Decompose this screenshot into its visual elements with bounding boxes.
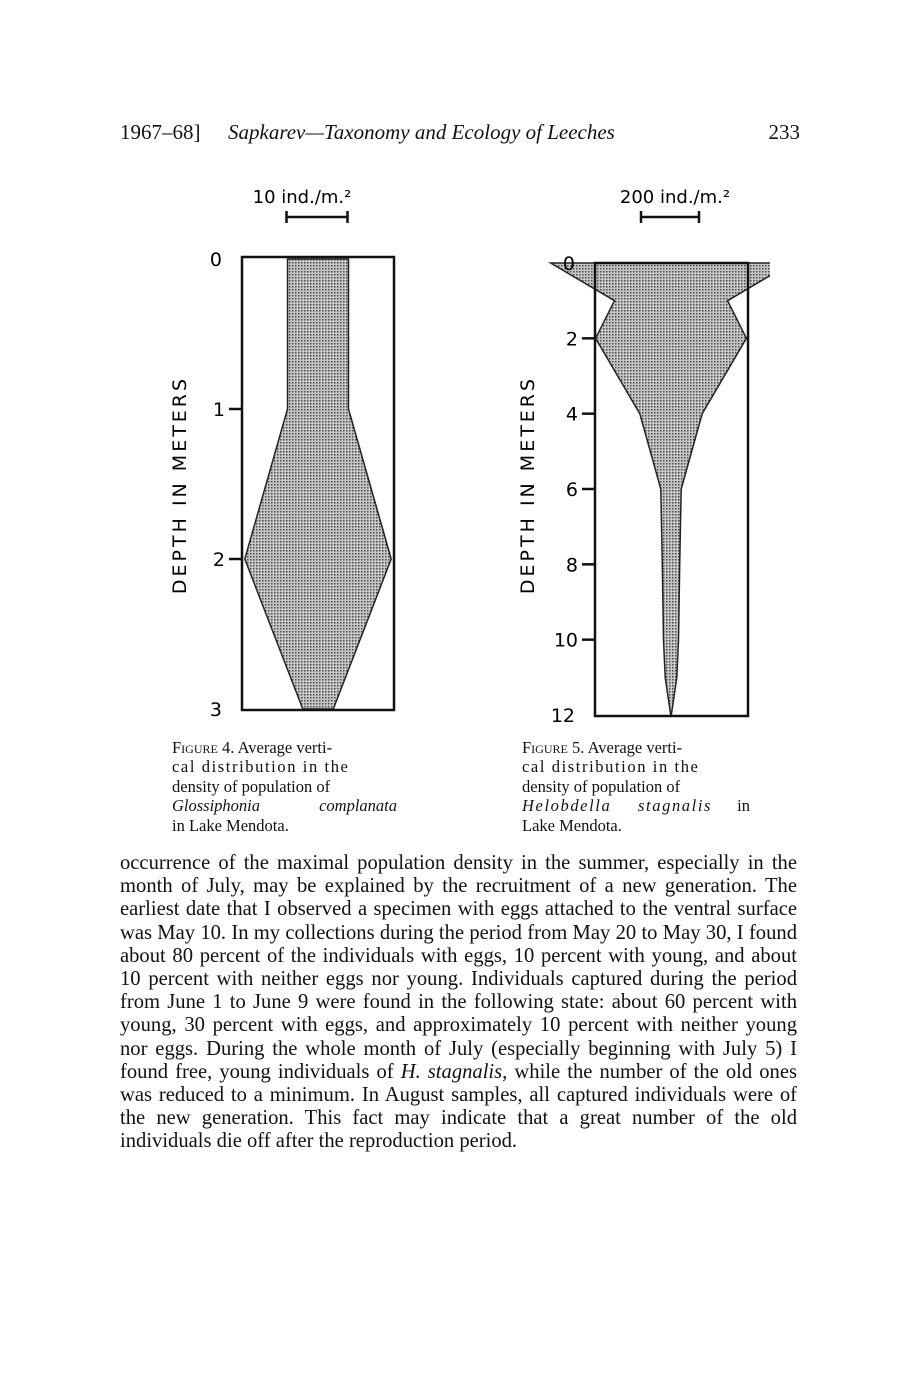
caption-line: density of population of <box>172 776 331 796</box>
fig4-density-shape <box>245 259 391 709</box>
caption-line: Lake Mendota. <box>522 815 622 835</box>
body-part-2: while the number of the old ones was reduced to a minimum. In August samples, all captured individuals were of the new generation. This fact may indicate that a great number of the old individuals die off after the reproduction period. <box>120 1060 798 1153</box>
caption-line <box>522 738 750 757</box>
y-tick-label: 8 <box>565 554 578 577</box>
running-head-years: 1967–68] <box>120 120 201 144</box>
caption-species: Glossiphonia complanata <box>172 796 397 816</box>
y-tick-label: 1 <box>212 399 225 421</box>
page-number: 233 <box>768 120 800 144</box>
fig4-y-axis-label: DEPTH IN METERS <box>169 375 191 595</box>
caption-species: Helobdella stagnalis <box>522 796 713 816</box>
running-head-title: Sapkarev—Taxonomy and Ecology of Leeches <box>228 120 615 144</box>
body-species: H. stagnalis, <box>400 1060 508 1083</box>
figure-4-caption <box>172 738 397 835</box>
fig5-scale-bar <box>641 211 699 223</box>
caption-text: Average verti- <box>587 738 683 757</box>
caption-line: cal distribution in the <box>172 757 350 777</box>
caption-line <box>172 796 397 815</box>
y-tick-label: 6 <box>565 479 578 501</box>
fig5-scale-label: 200 ind./m.² <box>619 187 731 208</box>
caption-text: Average verti- <box>237 738 333 757</box>
body-paragraph <box>120 852 797 1154</box>
figure-5-chart <box>510 175 770 735</box>
y-tick-label: 12 <box>550 705 575 727</box>
y-tick-label: 10 <box>553 629 578 652</box>
caption-line <box>522 796 750 815</box>
body-part-1: occurrence of the maximal population density in the summer, especially in the month of July, may be explained by the recruitment of a new generation. The earliest date that I observed a specimen with eggs attached to the ventral surface was May 10. In my collections during the period from May 20 to May 30, I found about 80 percent of the individuals with eggs, 10 percent with young, and about 10 percent with neither eggs nor young. Individuals captured during the period from June 1 to June 9 were found in the following state: about 60 percent with young, 30 percent with eggs, and approximately 10 percent with neither young nor eggs. During the whole month of July (especially beginning with July 5) I found free, young individuals of <box>120 852 797 1083</box>
figure-5-caption <box>522 738 750 835</box>
caption-line: in Lake Mendota. <box>172 815 289 835</box>
fig5-y-axis-label: DEPTH IN METERS <box>517 375 539 595</box>
y-tick-label: 2 <box>565 328 578 351</box>
body-text <box>120 852 797 1154</box>
caption-label: Figure 5. <box>522 738 585 757</box>
y-tick-label: 0 <box>209 249 222 271</box>
caption-line: density of population of <box>522 776 681 796</box>
fig4-scale-label: 10 ind./m.² <box>252 187 352 208</box>
figure-4-chart <box>160 175 420 735</box>
y-tick-label: 2 <box>212 549 225 571</box>
running-head <box>120 120 800 150</box>
y-tick-label: 4 <box>565 403 578 426</box>
y-tick-label: 3 <box>209 699 222 721</box>
caption-tail: in <box>737 796 750 816</box>
caption-line: cal distribution in the <box>522 757 700 777</box>
caption-line <box>172 738 397 757</box>
caption-label: Figure 4. <box>172 738 235 757</box>
y-tick-label: 0 <box>562 253 575 275</box>
fig4-scale-bar <box>287 211 348 223</box>
